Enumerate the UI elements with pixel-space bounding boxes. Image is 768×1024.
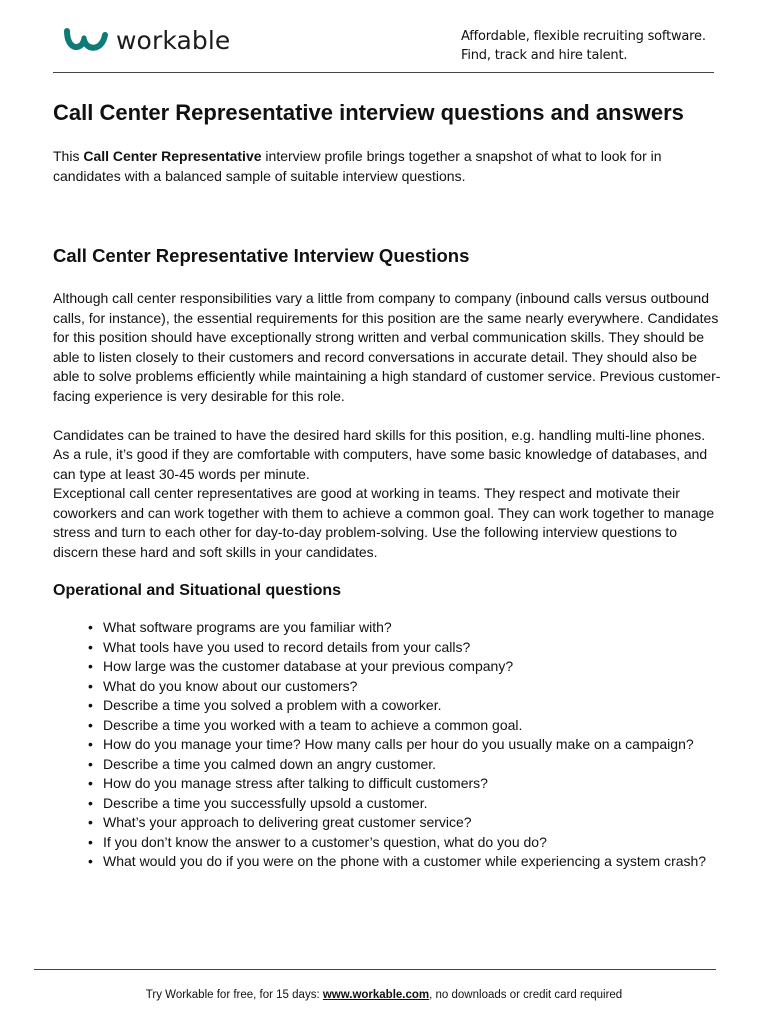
list-item: • How large was the customer database at your previous company? [53, 657, 723, 677]
list-item: • How do you manage your time? How many calls per hour do you usually make on a campaign? [53, 735, 723, 755]
list-item: • Describe a time you calmed down an angry customer. [53, 755, 723, 775]
operational-heading: Operational and Situational questions [53, 582, 342, 599]
list-item: • What do you know about our customers? [53, 677, 723, 697]
logo-text: workable [116, 26, 231, 55]
section-heading: Call Center Representative Interview Questions [53, 245, 470, 266]
section-paragraph-3: Exceptional call center representatives are good at working in teams. They respect and motivate their coworkers and can work together with them to achieve a common goal. They can work together to manage stress and turn to each other for day-to-day problem-solving. Use the following interview questions to discern these hard and soft skills in your candidates. [53, 485, 715, 560]
list-item: • If you don’t know the answer to a customer’s question, what do you do? [53, 833, 723, 853]
page-title: Call Center Representative interview questions and answers [53, 100, 684, 125]
workable-logo-icon [62, 26, 110, 56]
footer-divider [34, 969, 716, 970]
footer-prefix: Try Workable for free, for 15 days: [145, 989, 323, 1001]
list-item: • Describe a time you successfully upsold a customer. [53, 794, 723, 814]
workable-logo[interactable] [62, 26, 230, 56]
section-paragraph-2: Candidates can be trained to have the desired hard skills for this position, e.g. handling multi-line phones. As a rule, it’s good if they are comfortable with computers, have some basic knowledge of databases, and can type at least 30-45 words per minute. [53, 426, 708, 482]
intro-role: Call Center Representative [83, 148, 262, 164]
list-item: • What software programs are you familiar with? [53, 618, 723, 638]
tagline-line-2: Find, track and hire talent. [461, 48, 628, 63]
question-list [53, 618, 723, 872]
list-item: • How do you manage stress after talking to difficult customers? [53, 774, 723, 794]
page-header [0, 0, 768, 74]
intro-suffix: interview profile brings together a snapshot of what to look for in candidates with a balanced sample of suitable interview questions. [53, 148, 662, 184]
list-item: • What tools have you used to record details from your calls? [53, 638, 723, 658]
intro-paragraph [53, 147, 723, 186]
list-item: • What would you do if you were on the phone with a customer while experiencing a system crash? [53, 852, 723, 872]
section-paragraph-1: Although call center responsibilities vary a little from company to company (inbound calls versus outbound calls, for instance), the essential requirements for this position are the same nearly everywhere. Candidates for this position should have exceptionally strong written and verbal communication skills. They should be able to listen closely to their customers and record conversations in accurate detail. They should also be able to solve problems efficiently while maintaining a high standard of customer service. Previous customer-facing experience is very desirable for this role. [53, 290, 721, 404]
document-body [53, 147, 723, 872]
footer-suffix: , no downloads or credit card required [429, 989, 623, 1001]
tagline-line-1: Affordable, flexible recruiting software. [461, 29, 706, 44]
tagline [461, 27, 706, 65]
list-item: • Describe a time you solved a problem with a coworker. [53, 696, 723, 716]
list-item: • What’s your approach to delivering great customer service? [53, 813, 723, 833]
workable-link[interactable]: www.workable.com [322, 989, 430, 1001]
header-divider [53, 72, 714, 73]
list-item: • Describe a time you worked with a team to achieve a common goal. [53, 716, 723, 736]
footer [0, 987, 768, 1003]
intro-prefix: This [53, 148, 84, 164]
